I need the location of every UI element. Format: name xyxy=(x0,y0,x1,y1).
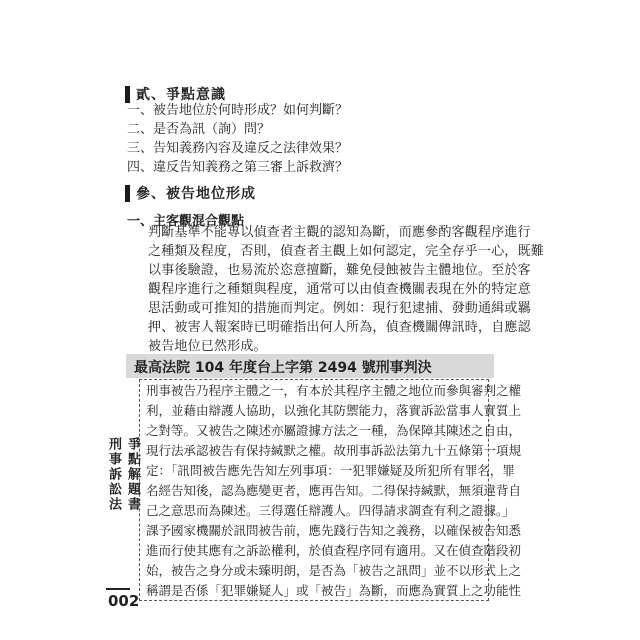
case-line: 稱謂是否係「犯罪嫌疑人」或「被告」為斷，而應為實質上之功能性 xyxy=(146,583,522,598)
question-3: 三、告知義務內容及違反之法律效果？ xyxy=(127,141,349,156)
case-line: 始，被告之身分或未臻明朗，是否為「被告之訊問」並不以形式上之 xyxy=(146,563,522,578)
case-title: 最高法院 104 年度台上字第 2494 號刑事判決 xyxy=(134,360,432,376)
subject-title: 刑事訴訟法 xyxy=(106,437,121,512)
case-line: 利，並藉由辯護人協助，以強化其防禦能力，落實訴訟當事人實質上 xyxy=(146,403,522,418)
case-line: 己之意思而為陳述。三得選任辯護人。四得請求調查有利之證據。」 xyxy=(146,503,515,518)
paragraph-line: 以事後驗證，也易流於恣意擅斷，難免侵蝕被告主體地位。至於客 xyxy=(148,263,531,278)
page-number: 002 xyxy=(108,592,140,610)
book-title: 爭點解題書 xyxy=(125,437,140,512)
section-title: 貳、爭點意識 xyxy=(136,87,226,103)
paragraph-line-last: 被告地位已然形成。 xyxy=(148,339,267,354)
heading-bar xyxy=(125,86,130,103)
case-line: 課予國家機關於訊問被告前，應先踐行告知之義務，以確保被告知悉 xyxy=(146,523,522,538)
case-line: 進而行使其應有之訴訟權利，於偵查程序同有適用。又在偵查階段初 xyxy=(146,543,522,558)
paragraph-line: 判斷基準不能專以偵查者主觀的認知為斷，而應參酌客觀程序進行 xyxy=(148,225,531,240)
case-line: 刑事被告乃程序主體之一，有本於其程序主體之地位而參與審判之權 xyxy=(146,383,522,398)
question-1: 一、被告地位於何時形成？如何判斷？ xyxy=(127,103,349,118)
paragraph-line: 之種類及程度，否則，偵查者主觀上如何認定，完全存乎一心，既難 xyxy=(148,244,545,259)
subsection-heading: 一、主客觀混合觀點 xyxy=(127,214,245,229)
heading-bar xyxy=(125,185,130,202)
paragraph-line: 押、被害人報案時已明確指出何人所為，偵查機關傳訊時，自應認 xyxy=(148,320,531,335)
case-line: 定：「訊問被告應先告知左列事項：一犯罪嫌疑及所犯所有罪名，罪 xyxy=(146,463,515,478)
case-line: 名經告知後，認為應變更者，應再告知。二得保持緘默，無須違背自 xyxy=(146,483,522,498)
section-heading-3 xyxy=(125,183,256,203)
question-4: 四、違反告知義務之第三審上訴救濟？ xyxy=(127,160,349,175)
paragraph-line: 思活動或可推知的措施而判定。例如：現行犯逮捕、發動通緝或羈 xyxy=(148,301,531,316)
section-title: 參、被告地位形成 xyxy=(136,186,256,202)
question-2: 二、是否為訊（詢）問？ xyxy=(127,122,271,137)
case-line: 現行法承認被告有保持緘默之權。故刑事訴訟法第九十五條第一項規 xyxy=(146,443,522,458)
case-line: 之對等。又被告之陳述亦屬證據方法之一種，為保障其陳述之自由， xyxy=(146,423,522,438)
page-number-rule xyxy=(106,588,130,590)
paragraph-line: 觀程序進行之種類與程度，通常可以由偵查機關表現在外的特定意 xyxy=(148,282,531,297)
running-header-vertical xyxy=(104,437,142,512)
